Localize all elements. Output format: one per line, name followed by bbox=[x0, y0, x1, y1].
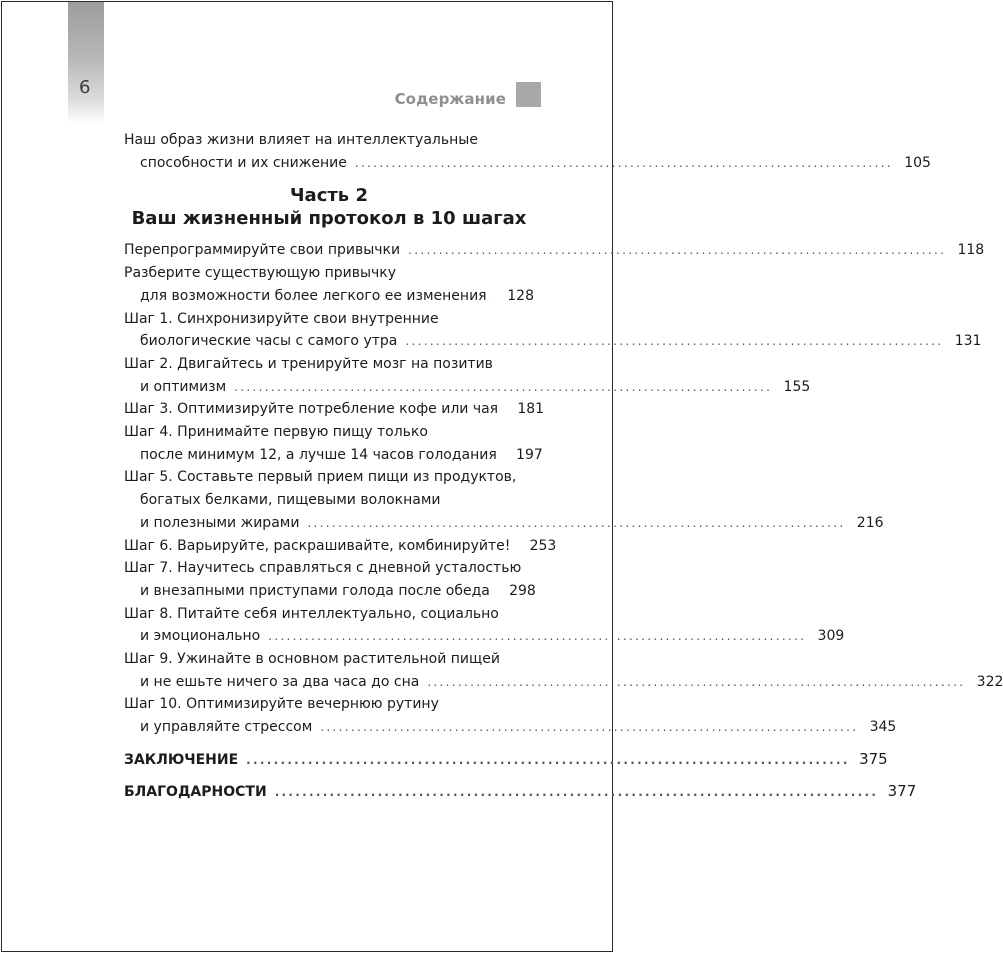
toc-entry[interactable] bbox=[124, 308, 982, 353]
toc-entry-text: Перепрограммируйте свои привычки bbox=[124, 242, 401, 259]
dot-leader: ........................................................................................ bbox=[307, 515, 846, 530]
toc-entry-line bbox=[124, 285, 534, 308]
dot-leader: ........................................................................................ bbox=[268, 629, 807, 644]
toc-entry-text: Шаг 2. Двигайтесь и тренируйте мозг на позитив bbox=[124, 355, 493, 372]
toc-entry-line bbox=[124, 512, 884, 535]
toc-entry-text: и эмоционально bbox=[140, 628, 261, 645]
toc-entry-text: Шаг 9. Ужинайте в основном растительной пищей bbox=[124, 651, 500, 668]
toc-entry-line bbox=[124, 466, 534, 489]
toc-entry[interactable] bbox=[124, 353, 811, 398]
toc-entry[interactable] bbox=[124, 466, 884, 534]
toc-page-number: 105 bbox=[904, 154, 931, 171]
toc-entry-line bbox=[124, 239, 985, 262]
toc-page-number: 197 bbox=[516, 446, 543, 463]
toc-entry-line bbox=[124, 353, 534, 376]
page-tab-strip bbox=[68, 2, 104, 124]
toc-entry-line bbox=[124, 671, 1003, 694]
part-label: Часть 2 bbox=[290, 185, 368, 207]
toc-entry-text: и не ешьте ничего за два часа до сна bbox=[140, 673, 420, 690]
dot-leader: ........................................................................................ bbox=[408, 243, 947, 258]
toc-entry-line bbox=[124, 557, 534, 580]
toc-entry-line bbox=[124, 580, 534, 603]
toc-entry[interactable] bbox=[124, 398, 545, 421]
toc-page-number: 298 bbox=[509, 582, 536, 599]
toc-entry-text: для возможности более легкого ее изменения bbox=[140, 287, 487, 304]
running-head-marker bbox=[516, 82, 541, 107]
toc-entry-conclusion[interactable] bbox=[124, 748, 888, 772]
toc-entry[interactable] bbox=[124, 262, 534, 307]
dot-leader: ........................................................................................ bbox=[405, 334, 944, 349]
toc-entry-text: ЗАКЛЮЧЕНИЕ bbox=[124, 751, 239, 768]
toc-entry-text: Разберите существующую привычку bbox=[124, 265, 397, 282]
toc-page-number: 322 bbox=[976, 673, 1003, 690]
toc-entry-text: и полезными жирами bbox=[140, 514, 300, 531]
toc-entry-text: Шаг 3. Оптимизируйте потребление кофе или чая bbox=[124, 401, 499, 418]
toc-entry-text: Шаг 6. Варьируйте, раскрашивайте, комбинируйте! bbox=[124, 537, 511, 554]
toc-entry-line bbox=[124, 376, 811, 399]
toc-entry[interactable] bbox=[124, 557, 534, 602]
toc-entry-text: Шаг 10. Оптимизируйте вечернюю рутину bbox=[124, 696, 439, 713]
toc-entry-line bbox=[124, 129, 534, 152]
toc-entry-text: после минимум 12, а лучше 14 часов голодания bbox=[140, 446, 497, 463]
page-number: 6 bbox=[79, 77, 91, 98]
toc-entry[interactable] bbox=[124, 239, 985, 262]
toc-entry-line bbox=[124, 152, 931, 175]
toc-page-number: 181 bbox=[517, 401, 545, 418]
toc-entry-line bbox=[124, 421, 534, 444]
toc-entry[interactable] bbox=[124, 693, 897, 738]
toc-entry-line bbox=[124, 308, 534, 331]
toc-entry-line bbox=[124, 780, 917, 804]
toc-entry-text: Шаг 1. Синхронизируйте свои внутренние bbox=[124, 310, 439, 327]
toc-entry-text: Наш образ жизни влияет на интеллектуальные bbox=[124, 132, 478, 148]
table-of-contents bbox=[124, 129, 1003, 803]
toc-entry-line bbox=[124, 398, 545, 421]
toc-entry-text: Шаг 8. Питайте себя интеллектуально, социально bbox=[124, 605, 499, 622]
toc-page-number: 375 bbox=[859, 749, 888, 768]
toc-entry-text: богатых белками, пищевыми волокнами bbox=[140, 492, 441, 509]
dot-leader bbox=[495, 285, 496, 308]
toc-entry-text: и управляйте стрессом bbox=[140, 719, 313, 736]
toc-page-number: 118 bbox=[957, 242, 985, 259]
toc-entry-text: Шаг 4. Принимайте первую пищу только bbox=[124, 424, 428, 441]
toc-entry-text: способности и их снижение bbox=[140, 154, 347, 171]
toc-page-number: 253 bbox=[529, 537, 557, 554]
toc-entry-text: и оптимизм bbox=[140, 378, 227, 395]
toc-entry-acknowledgements[interactable] bbox=[124, 780, 917, 804]
toc-entry-line bbox=[124, 330, 982, 353]
part-title: Ваш жизненный протокол в 10 шагах bbox=[131, 208, 527, 230]
toc-entry-text: Шаг 7. Научитесь справляться с дневной усталостью bbox=[124, 560, 522, 577]
toc-entry-line bbox=[124, 748, 888, 772]
dot-leader: ........................................................................................ bbox=[274, 784, 879, 799]
running-head: Содержание bbox=[394, 90, 506, 108]
toc-entry-intro[interactable] bbox=[124, 129, 931, 174]
toc-entry-line bbox=[124, 444, 543, 467]
part-heading bbox=[124, 184, 534, 230]
toc-entry-text: БЛАГОДАРНОСТИ bbox=[124, 783, 267, 800]
dot-leader: ........................................................................................ bbox=[320, 720, 859, 735]
dot-leader: ........................................................................................ bbox=[354, 155, 893, 170]
toc-page-number: 131 bbox=[954, 333, 982, 350]
dot-leader: ........................................................................................ bbox=[246, 752, 850, 767]
toc-entry-line bbox=[124, 716, 897, 739]
toc-entries bbox=[124, 239, 1003, 738]
toc-entry-line bbox=[124, 603, 534, 626]
toc-entry-line bbox=[124, 262, 534, 285]
toc-entry-line bbox=[124, 535, 557, 558]
toc-entry-text: биологические часы с самого утра bbox=[140, 333, 398, 350]
toc-entry[interactable] bbox=[124, 535, 557, 558]
toc-entry-text: и внезапными приступами голода после обеда bbox=[140, 582, 490, 599]
toc-page-number: 377 bbox=[887, 781, 917, 800]
toc-page-number: 128 bbox=[507, 287, 534, 304]
toc-entry-line bbox=[124, 648, 534, 671]
toc-entry[interactable] bbox=[124, 648, 1003, 693]
toc-entry[interactable] bbox=[124, 421, 543, 466]
toc-page-number: 309 bbox=[817, 628, 845, 645]
toc-page-number: 155 bbox=[783, 378, 811, 395]
toc-entry-text: Шаг 5. Составьте первый прием пищи из продуктов, bbox=[124, 469, 517, 486]
toc-page-number: 345 bbox=[869, 719, 897, 736]
toc-entry-line bbox=[124, 625, 845, 648]
dot-leader: ........................................................................................ bbox=[427, 674, 966, 689]
dot-leader: ........................................................................................ bbox=[234, 379, 773, 394]
toc-entry[interactable] bbox=[124, 603, 845, 648]
toc-entry-line bbox=[124, 693, 534, 716]
toc-page-number: 216 bbox=[856, 514, 884, 531]
toc-entry-line bbox=[124, 489, 534, 512]
